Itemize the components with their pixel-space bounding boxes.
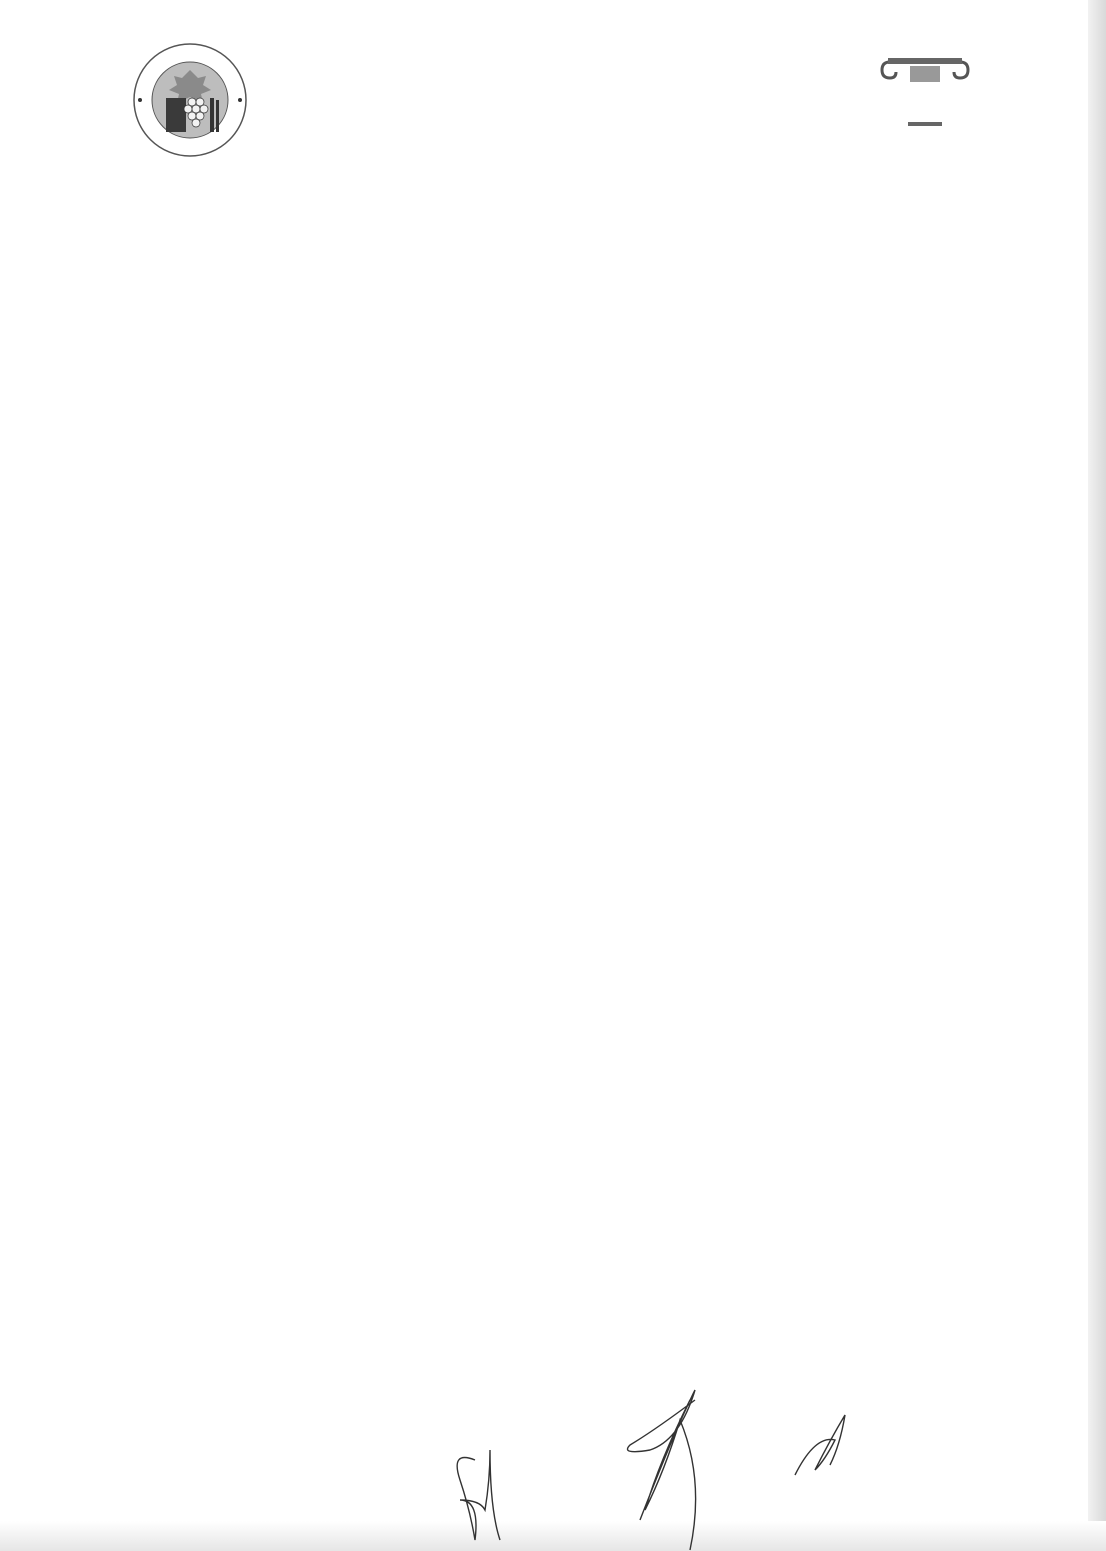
scan-edge-shadow <box>1088 0 1106 1551</box>
document-header <box>130 40 980 160</box>
scan-bottom-shadow <box>0 1521 1106 1551</box>
alasehir-column-logo-icon <box>870 50 980 135</box>
alasehir-municipality-logo-icon <box>130 40 250 160</box>
